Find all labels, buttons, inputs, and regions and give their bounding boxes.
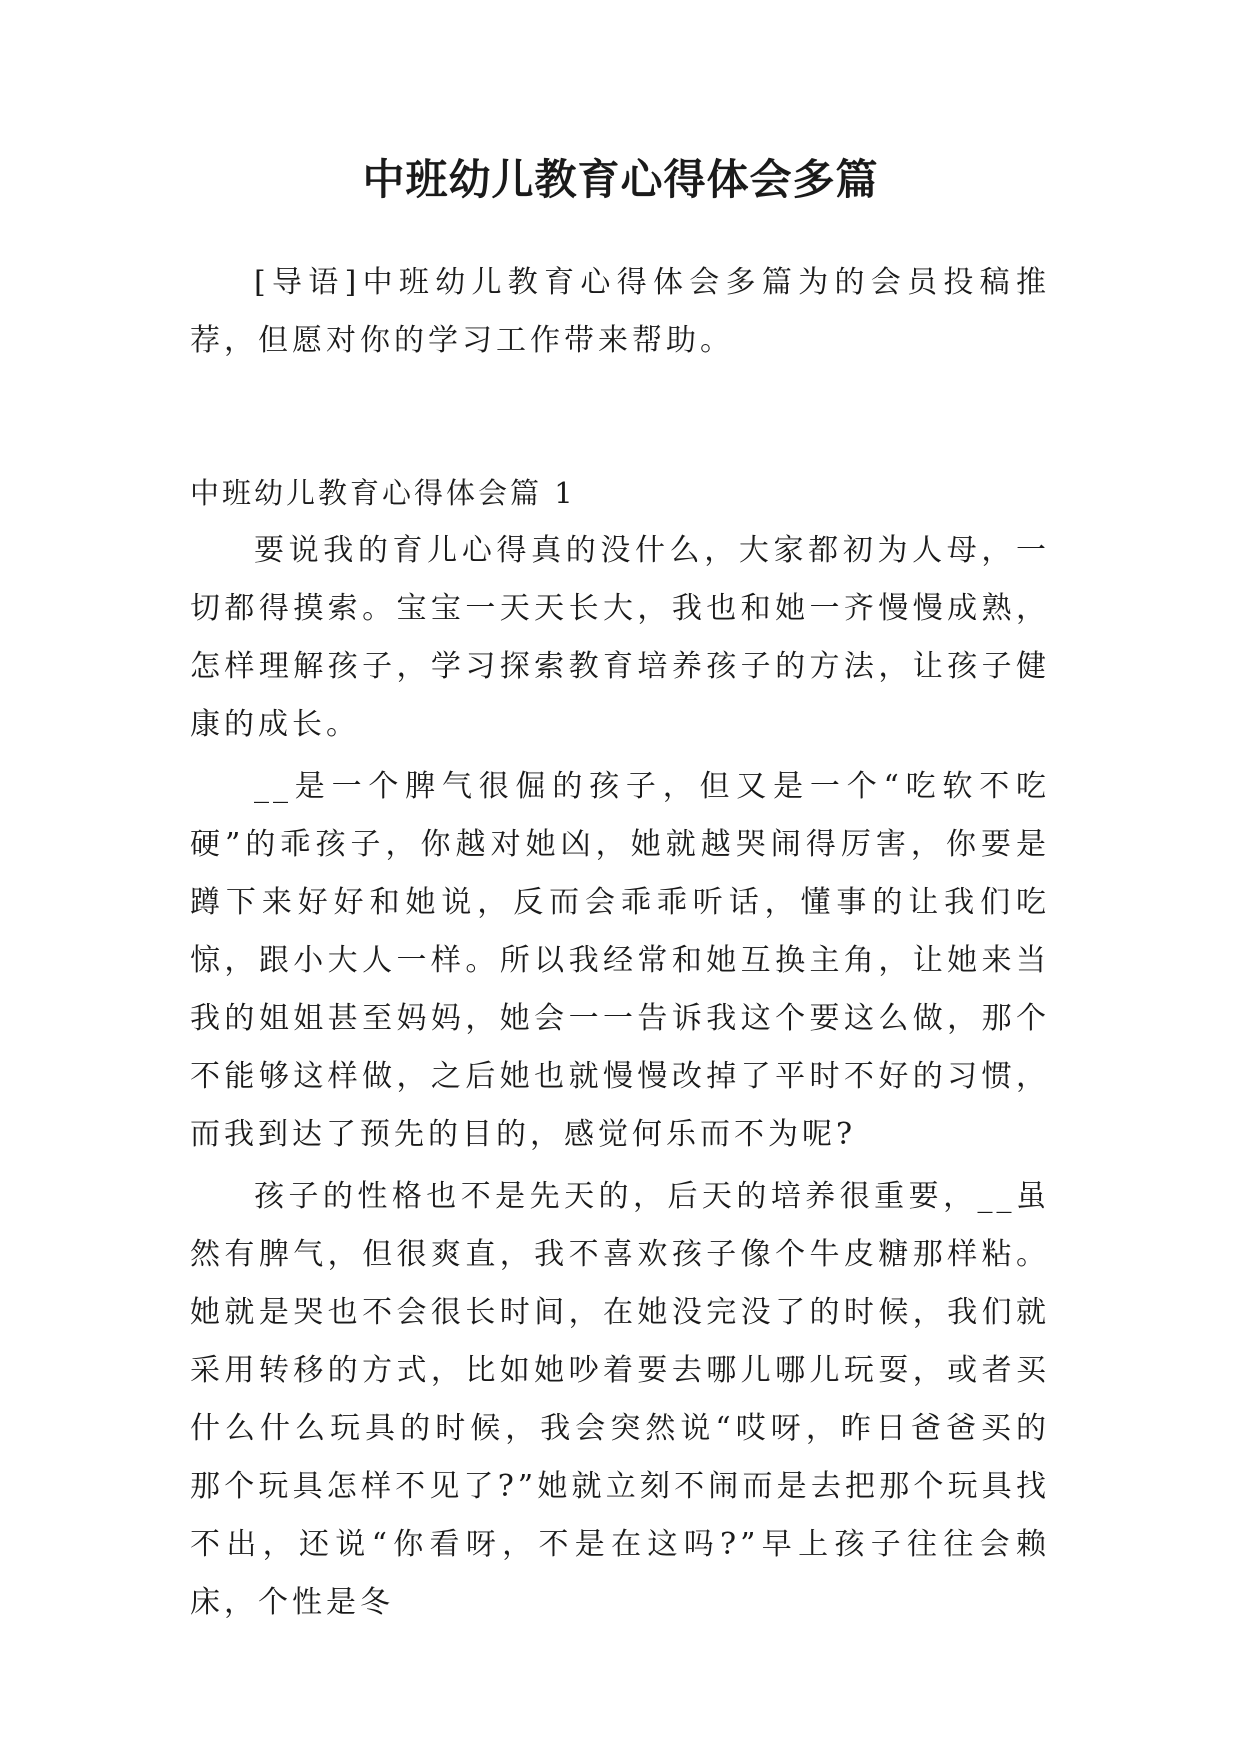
body-paragraph-1: 要说我的育儿心得真的没什么，大家都初为人母，一切都得摸索。宝宝一天天长大，我也和她一齐慢慢成熟，怎样理解孩子，学习探索教育培养孩子的方法，让孩子健康的成长。	[190, 533, 1050, 742]
body-paragraph-2: __是一个脾气很倔的孩子，但又是一个“吃软不吃硬”的乖孩子，你越对她凶，她就越哭闹得厉害，你要是蹲下来好好和她说，反而会乖乖听话，懂事的让我们吃惊，跟小大人一样。所以我经常和她互换主角，让她来当我的姐姐甚至妈妈，她会一一告诉我这个要这么做，那个不能够这样做，之后她也就慢慢改掉了平时不好的习惯，而我到达了预先的目的，感觉何乐而不为呢?	[190, 769, 1050, 1152]
section-heading: 中班幼儿教育心得体会篇 1	[190, 476, 576, 510]
intro-block	[190, 254, 1050, 370]
body-paragraph-3: 孩子的性格也不是先天的，后天的培养很重要，__虽然有脾气，但很爽直，我不喜欢孩子像个牛皮糖那样粘。她就是哭也不会很长时间，在她没完没了的时候，我们就采用转移的方式，比如她吵着要去哪儿哪儿玩耍，或者买什么什么玩具的时候，我会突然说“哎呀，昨日爸爸买的那个玩具怎样不见了?”她就立刻不闹而是去把那个玩具找不出，还说“你看呀，不是在这吗?”早上孩子往往会赖床，个性是冬	[190, 1179, 1050, 1620]
document-title: 中班幼儿教育心得体会多篇	[362, 155, 879, 204]
section-1	[190, 464, 1050, 1632]
intro-paragraph: [导语]中班幼儿教育心得体会多篇为的会员投稿推荐，但愿对你的学习工作带来帮助。	[190, 265, 1050, 358]
